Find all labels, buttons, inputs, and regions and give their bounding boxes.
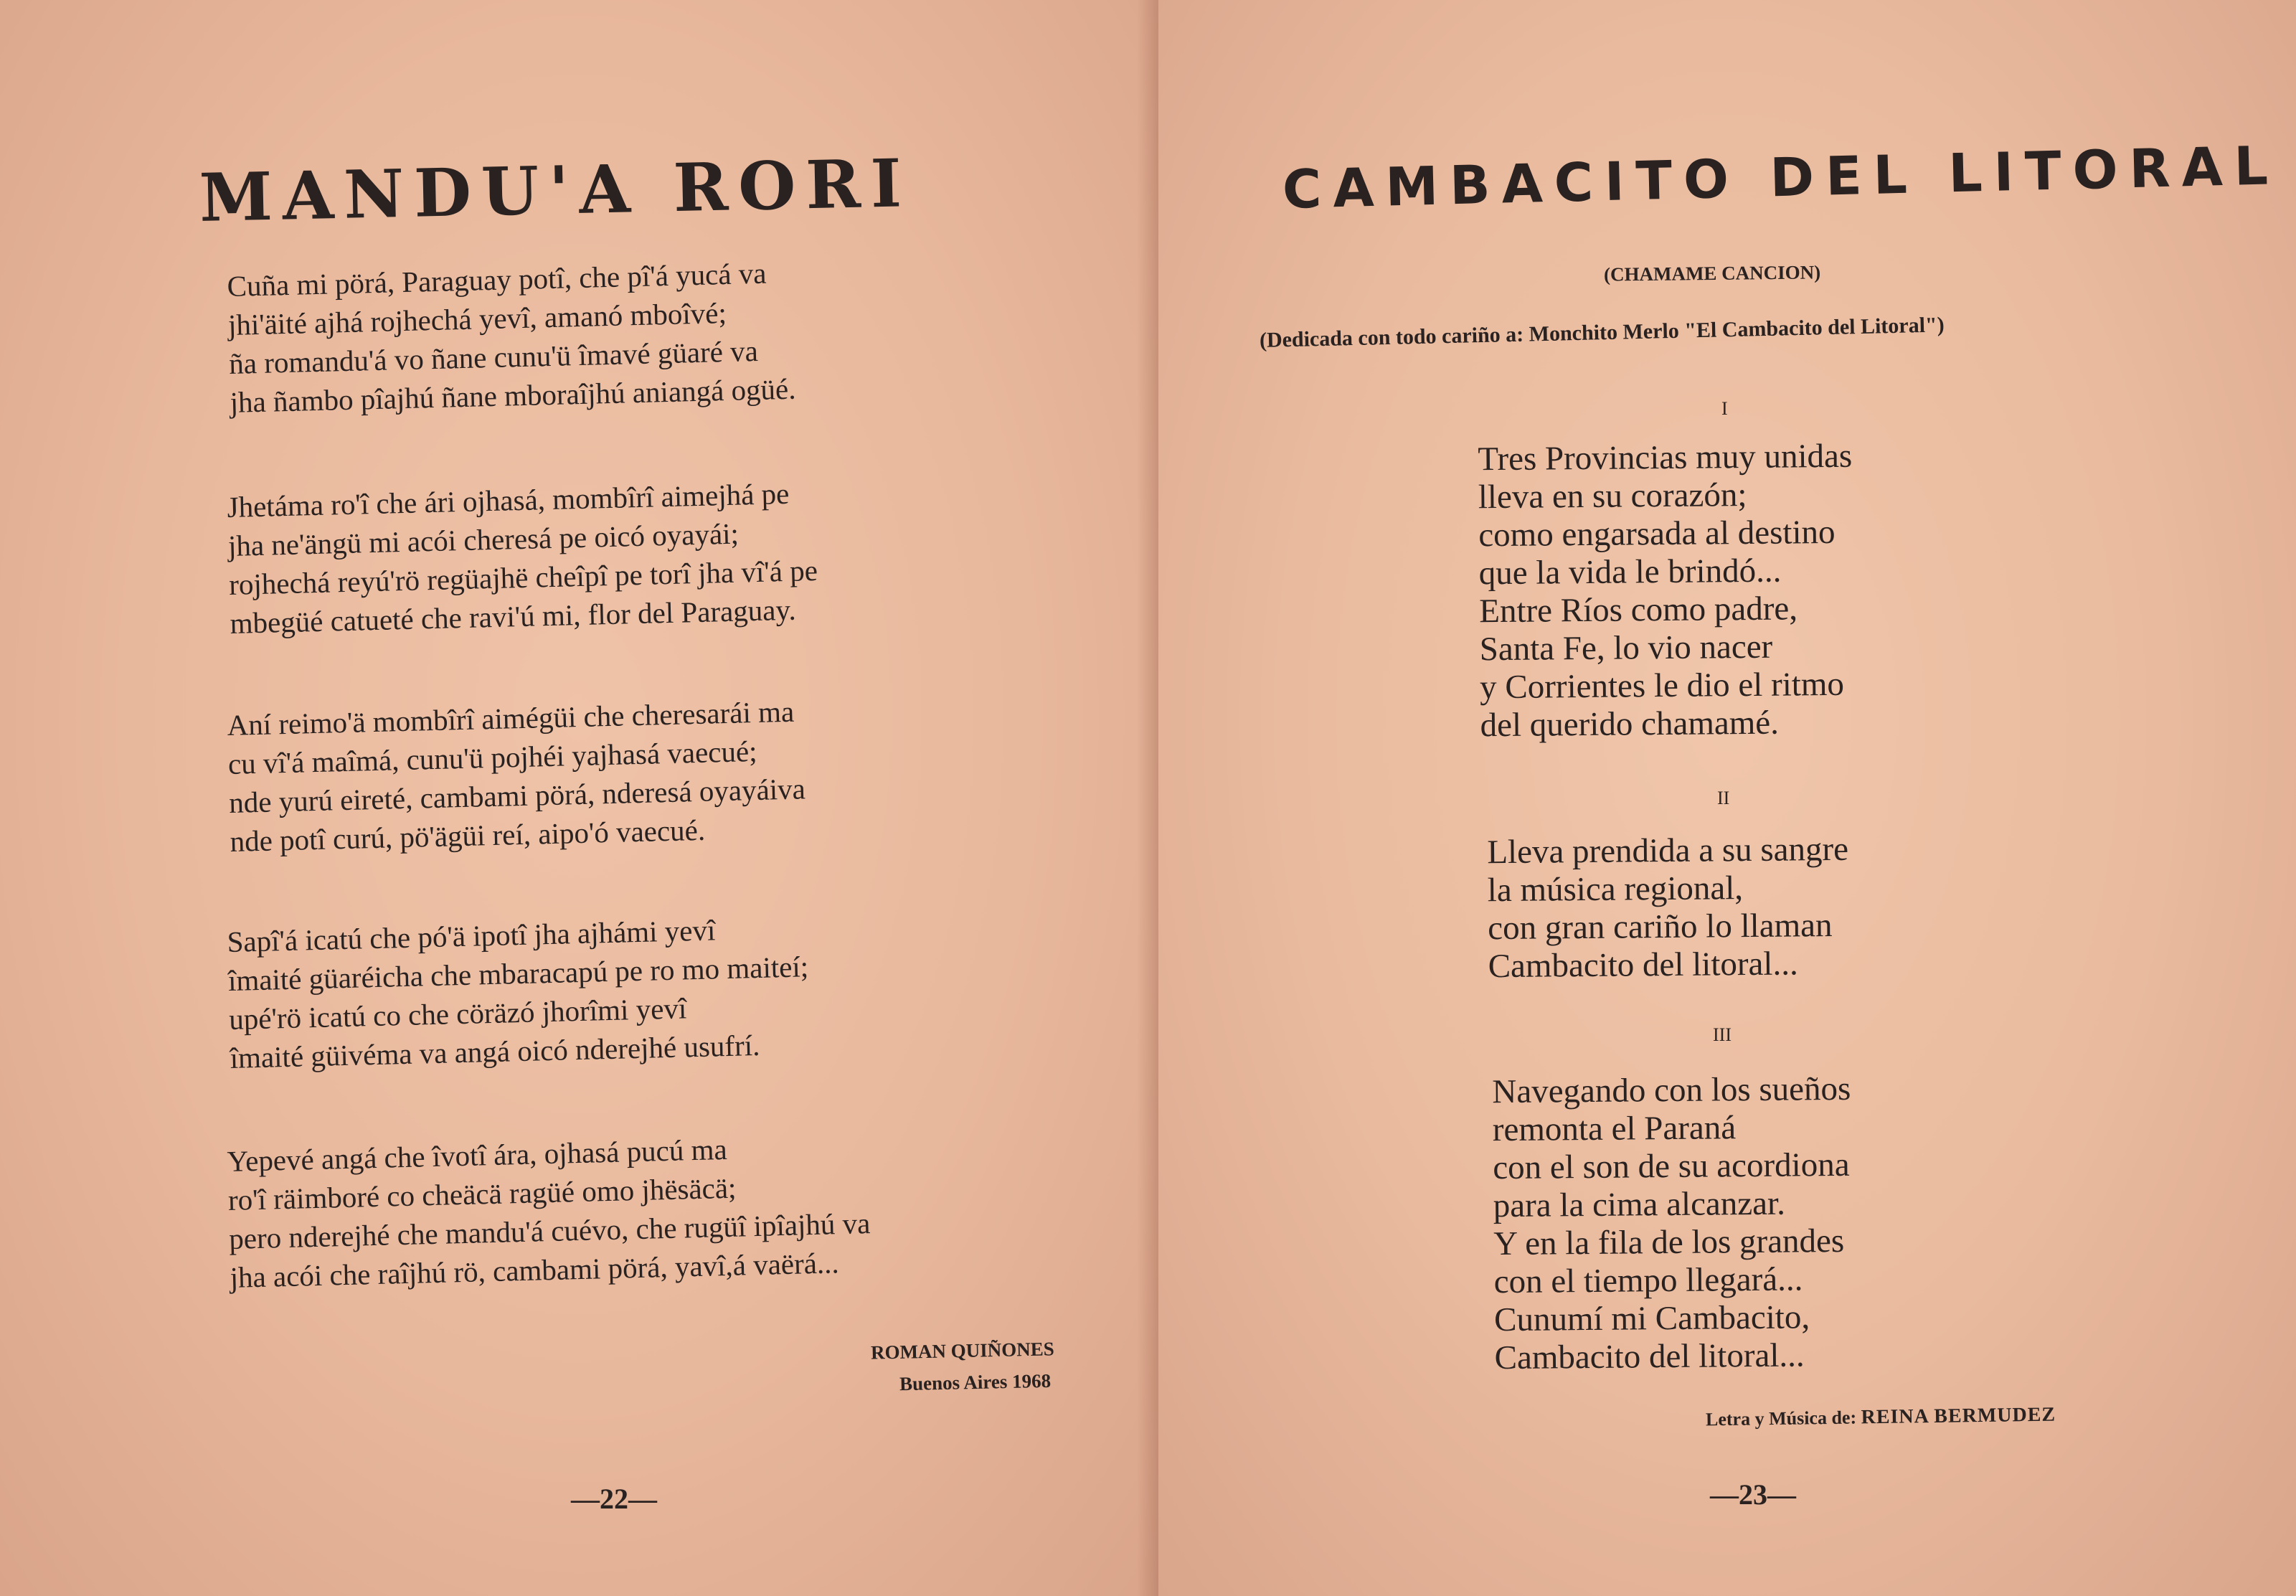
- page-number: —23—: [1710, 1478, 1796, 1511]
- verse-line: Entre Ríos como padre,: [1479, 590, 1798, 631]
- verse-line: con el tiempo llegará...: [1493, 1260, 1803, 1301]
- verse-line: mbegüé catueté che ravi'ú mi, flor del Paraguay.: [230, 592, 797, 640]
- verse-line: con el son de su acordiona: [1493, 1146, 1850, 1187]
- verse-line: ña romandu'á vo ñane cunu'ü îmavé güaré va: [228, 334, 759, 380]
- verse-line: îmaité güaréicha che mbaracapú pe ro mo maiteí;: [227, 950, 809, 997]
- verse-line: para la cima alcanzar.: [1493, 1184, 1786, 1225]
- verse-line: Lleva prendida a su sangre: [1487, 830, 1849, 872]
- verse-line: Tres Provincias muy unidas: [1478, 437, 1853, 478]
- verse-line: del querido chamamé.: [1480, 704, 1780, 745]
- place-date: Buenos Aires 1968: [899, 1369, 1052, 1395]
- verse-line: jha ñambo pîajhú ñane mboraîjhú aniangá ogüé.: [230, 372, 796, 419]
- verse-line: como engarsada al destino: [1478, 513, 1836, 554]
- section-numeral: III: [1713, 1024, 1732, 1045]
- verse-line: Cambacito del litoral...: [1494, 1336, 1805, 1377]
- verse-line: Cambacito del litoral...: [1488, 945, 1798, 986]
- song-verse: [1478, 438, 1854, 745]
- verse-line: jha ne'ängü mi acói cheresá pe oicó oyayái;: [227, 516, 740, 562]
- song-verse: [1492, 1070, 1853, 1377]
- verse-line: Aní reimo'ä mombîrî aimégüi che cheresarái ma: [227, 694, 795, 742]
- verse-line: lleva en su corazón;: [1478, 476, 1747, 516]
- verse-line: rojhechá reyú'rö regüajhë cheîpî pe torî jha vî'á pe: [228, 553, 818, 601]
- verse-line: con gran cariño lo llaman: [1488, 907, 1833, 948]
- song-subtitle: (CHAMAME CANCION): [1603, 261, 1821, 285]
- verse-line: remonta el Paraná: [1492, 1109, 1737, 1149]
- section-numeral: I: [1721, 398, 1728, 419]
- verse-line: pero nderejhé che mandu'á cuévo, che rugüî ipîajhú va: [228, 1207, 871, 1255]
- author-name: ROMAN QUIÑONES: [870, 1338, 1055, 1364]
- verse-line: Navegando con los sueños: [1492, 1069, 1851, 1111]
- credit-name: REINA BERMUDEZ: [1861, 1403, 2056, 1429]
- page-number: —22—: [571, 1483, 657, 1515]
- dedication: (Dedicada con todo cariño a: Monchito Merlo "El Cambacito del Litoral"): [1259, 313, 1945, 352]
- poem-title: MANDU'A RORI: [198, 144, 912, 237]
- section-numeral: II: [1717, 788, 1730, 808]
- verse-line: Jhetáma ro'î che ári ojhasá, mombîrî aimejhá pe: [227, 476, 790, 524]
- verse-line: nde yurú eireté, cambami pörá, nderesá oyayáiva: [228, 772, 806, 819]
- verse-line: ro'î räimboré co cheäcä ragüé omo jhësäcä;: [227, 1171, 737, 1217]
- verse-line: y Corrientes le dio el ritmo: [1479, 665, 1845, 707]
- song-verse: [1487, 831, 1850, 986]
- verse-line: îmaité güivéma va angá oicó nderejhé usufrí.: [230, 1028, 760, 1075]
- verse-line: cu vî'á maîmá, cunu'ü pojhéi yajhasá vaecué;: [227, 734, 758, 780]
- stanza: [227, 253, 796, 422]
- verse-line: Yepevé angá che îvotî ára, ojhasá pucú ma: [227, 1132, 728, 1178]
- credit: [1706, 1404, 2056, 1432]
- verse-line: upé'rö icatú co che cöräzó jhorîmi yevî: [228, 991, 687, 1036]
- verse-line: jhi'äité ajhá rojhechá yevî, amanó mboîvé;: [227, 296, 727, 341]
- verse-line: Santa Fe, lo vio nacer: [1479, 628, 1773, 669]
- song-title: CAMBACITO DEL LITORAL: [1281, 135, 2280, 221]
- verse-line: la música regional,: [1487, 869, 1744, 910]
- verse-line: Cuña mi pörá, Paraguay potî, che pî'á yucá va: [227, 256, 767, 303]
- verse-line: Sapî'á icatú che pó'ä ipotî jha ajhámi yevî: [227, 913, 716, 958]
- verse-line: nde potî curú, pö'ägüi reí, aipo'ó vaecué.: [230, 813, 706, 858]
- verse-line: jha acói che raîjhú rö, cambami pörá, yavî,á vaërá...: [230, 1246, 840, 1294]
- verse-line: que la vida le brindó...: [1478, 552, 1782, 592]
- stanza: [227, 908, 811, 1077]
- stanza: [227, 691, 807, 861]
- stanza: [227, 1126, 871, 1297]
- verse-line: Cunumí mi Cambacito,: [1493, 1298, 1810, 1339]
- credit-label: Letra y Música de:: [1705, 1407, 1857, 1430]
- stanza: [227, 473, 819, 643]
- verse-line: Y en la fila de los grandes: [1493, 1222, 1845, 1263]
